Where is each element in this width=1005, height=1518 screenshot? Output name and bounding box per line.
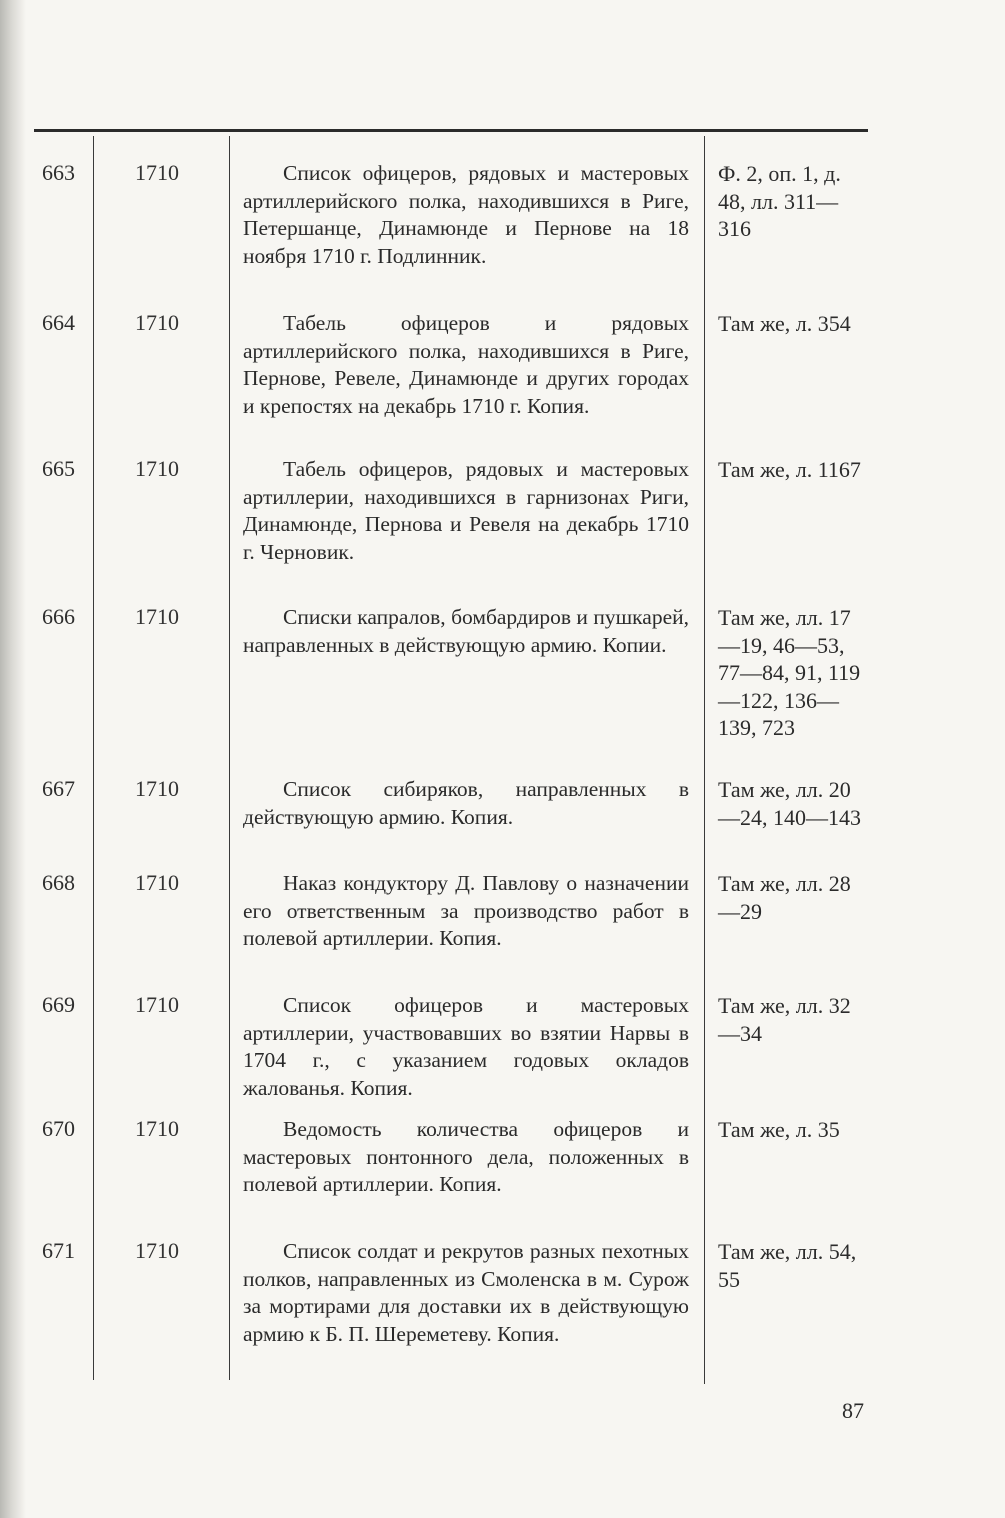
column-divider — [93, 136, 94, 1380]
entry-year: 1710 — [135, 1116, 179, 1141]
entry-number: 671 — [42, 1238, 75, 1263]
entry-description: Табель офицеров и рядовых артиллерийского полка, находившихся в Риге, Пернове, Ревеле, Динамюнде и других городах и крепостях на декабрь 1710 г. Копия. — [243, 311, 689, 418]
entry-reference: Там же, л. 35 — [718, 1117, 840, 1142]
entry-year: 1710 — [135, 160, 179, 185]
entry-year: 1710 — [135, 456, 179, 481]
entry-number: 668 — [42, 870, 75, 895]
entry-reference: Там же, л. 1167 — [718, 457, 861, 482]
entry-number: 667 — [42, 776, 75, 801]
column-divider — [704, 136, 705, 1384]
entry-description: Списки капралов, бомбардиров и пушкарей, направленных в действующую армию. Копии. — [243, 605, 689, 657]
entry-description: Список сибиряков, направленных в действующую армию. Копия. — [243, 777, 689, 829]
entry-year: 1710 — [135, 776, 179, 801]
entry-number: 664 — [42, 310, 75, 335]
top-rule — [34, 129, 868, 132]
entry-year: 1710 — [135, 604, 179, 629]
entry-year: 1710 — [135, 1238, 179, 1263]
entry-number: 665 — [42, 456, 75, 481]
entry-description: Ведомость количества офицеров и мастеровых понтонного дела, положенных в полевой артиллерии. Копия. — [243, 1117, 689, 1196]
page-edge-shadow — [0, 0, 26, 1518]
entry-reference: Там же, лл. 32—34 — [718, 993, 851, 1046]
entry-number: 663 — [42, 160, 75, 185]
page-number: 87 — [842, 1398, 864, 1423]
entry-reference: Ф. 2, оп. 1, д. 48, лл. 311—316 — [718, 161, 841, 241]
entry-reference: Там же, лл. 17—19, 46—53, 77—84, 91, 119—122, 136—139, 723 — [718, 605, 861, 740]
entry-year: 1710 — [135, 310, 179, 335]
entry-description: Список офицеров и мастеровых артиллерии, участвовавших во взятии Нарвы в 1704 г., с указанием годовых окладов жалованья. Копия. — [243, 993, 689, 1100]
entry-description: Наказ кондуктору Д. Павлову о назначении его ответственным за производство работ в полевой артиллерии. Копия. — [243, 871, 689, 950]
entry-reference: Там же, лл. 20—24, 140—143 — [718, 777, 861, 830]
entry-year: 1710 — [135, 870, 179, 895]
entry-reference: Там же, лл. 28—29 — [718, 871, 851, 924]
entry-year: 1710 — [135, 992, 179, 1017]
entry-reference: Там же, лл. 54, 55 — [718, 1239, 857, 1292]
entry-description: Список офицеров, рядовых и мастеровых артиллерийского полка, находившихся в Риге, Петершанце, Динамюнде и Пернове на 18 ноября 1710 г. Подлинник. — [243, 161, 689, 268]
entry-number: 669 — [42, 992, 75, 1017]
entry-reference: Там же, л. 354 — [718, 311, 851, 336]
entry-description: Табель офицеров, рядовых и мастеровых артиллерии, находившихся в гарнизонах Риги, Динамюнде, Пернова и Ревеля на декабрь 1710 г. Черновик. — [243, 457, 689, 564]
column-divider — [229, 136, 230, 1380]
entry-number: 666 — [42, 604, 75, 629]
entry-description: Список солдат и рекрутов разных пехотных полков, направленных из Смоленска в м. Сурож за мортирами для доставки их в действующую армию к Б. П. Шереметеву. Копия. — [243, 1239, 689, 1346]
entry-number: 670 — [42, 1116, 75, 1141]
